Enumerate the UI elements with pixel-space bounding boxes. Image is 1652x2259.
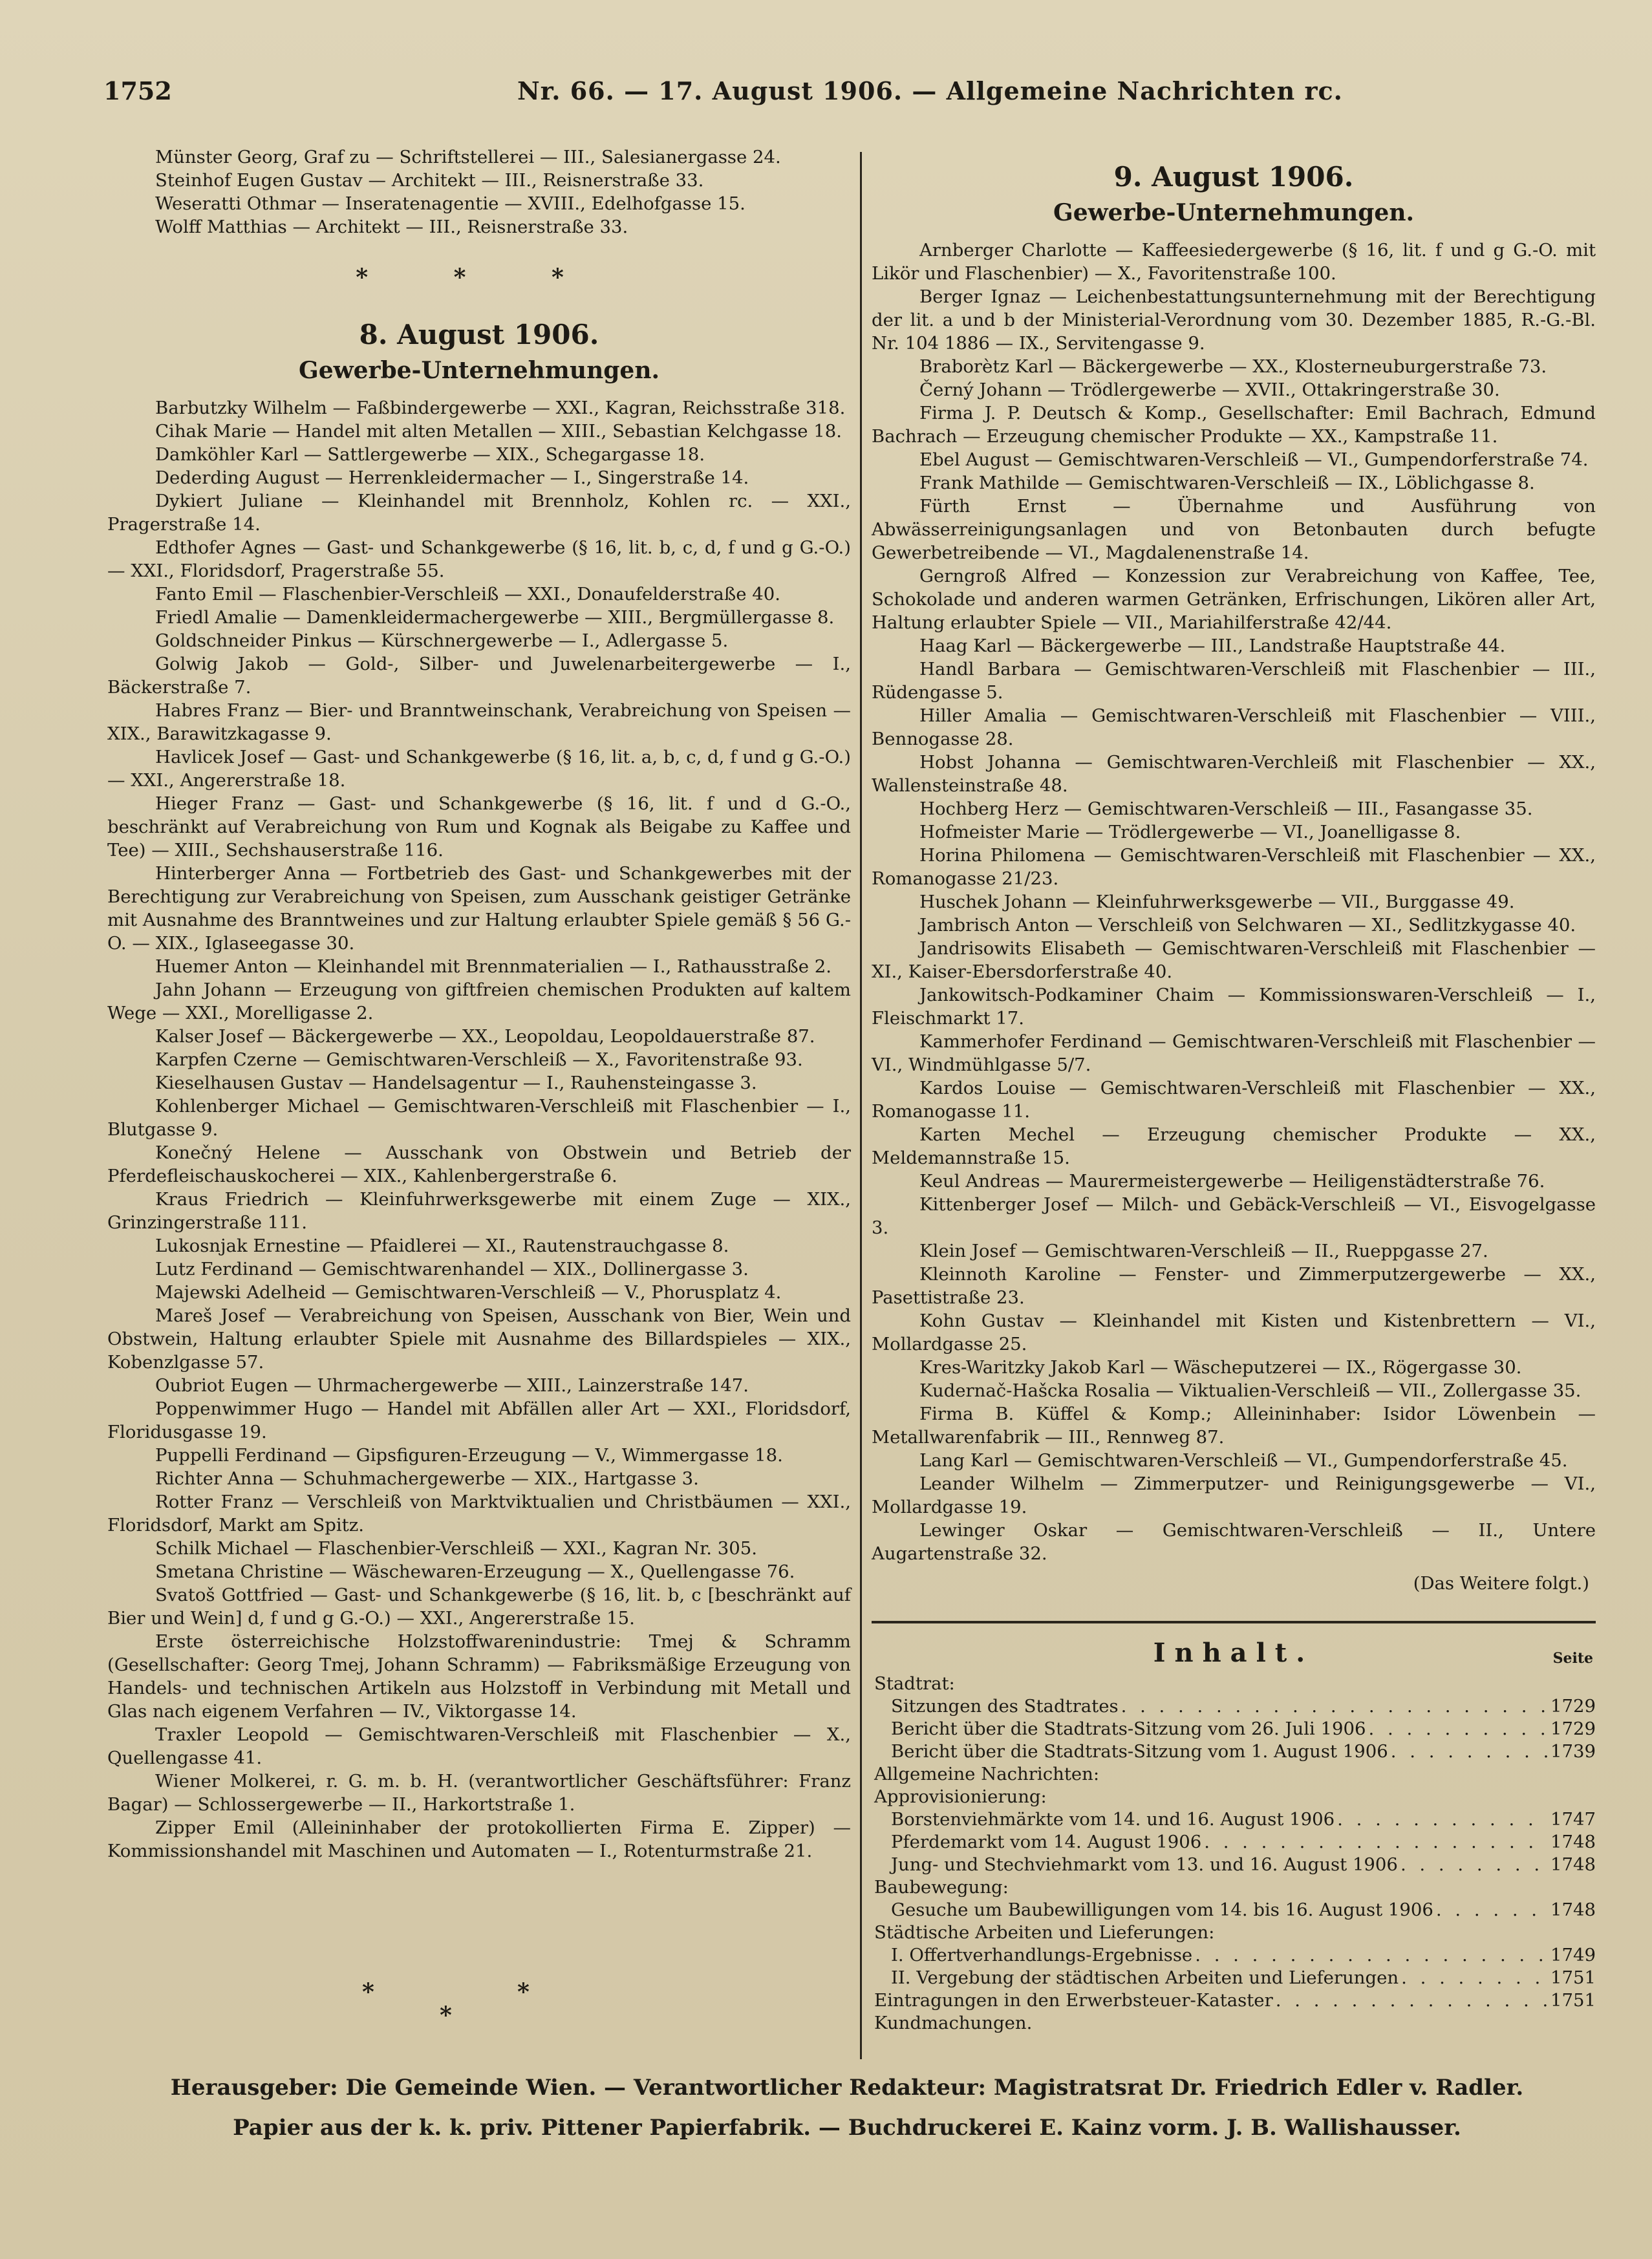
register-entry: Svatoš Gottfried — Gast- und Schankgewerbe (§ 16, lit. b, c [beschränkt auf Bier und Wein] d, f und g G.-O.) — XXI., Angererstraße 15. bbox=[107, 1585, 851, 1629]
toc-entry-label: Jung- und Stechviehmarkt vom 13. und 16. August 1906 bbox=[891, 1854, 1398, 1875]
register-entry: Kohn Gustav — Kleinhandel mit Kisten und Kistenbrettern — VI., Mollardgasse 25. bbox=[872, 1311, 1596, 1354]
toc-entry-label: Bericht über die Stadtrats-Sitzung vom 26. Juli 1906 bbox=[891, 1718, 1366, 1739]
register-entry: Gerngroß Alfred — Konzession zur Verabreichung von Kaffee, Tee, Schokolade und anderen warmen Getränken, Erfrischungen, Likören aller Art, Haltung erlaubter Spiele — VII., Mariahilferstraße 42/44. bbox=[872, 566, 1596, 633]
register-entry: Smetana Christine — Wäschewaren-Erzeugung — X., Quellengasse 76. bbox=[155, 1561, 795, 1582]
section-subtitle: Gewerbe-Unternehmungen. bbox=[298, 357, 660, 384]
register-entry: Dykiert Juliane — Kleinhandel mit Brennholz, Kohlen rc. — XXI., Pragerstraße 14. bbox=[107, 491, 851, 535]
register-entry: Kres-Waritzky Jakob Karl — Wäscheputzerei — IX., Rögergasse 30. bbox=[919, 1357, 1522, 1378]
toc-page-column-label: Seite bbox=[1552, 1650, 1593, 1667]
register-entry: Huemer Anton — Kleinhandel mit Brennmaterialien — I., Rathausstraße 2. bbox=[155, 956, 831, 977]
register-entry: Keul Andreas — Maurermeistergewerbe — Heiligenstädterstraße 76. bbox=[919, 1171, 1545, 1192]
toc-page-number: 1739 bbox=[1550, 1741, 1596, 1762]
register-entry: Erste österreichische Holzstoffwarenindustrie: Tmej & Schramm (Gesellschafter: Georg Tmej, Johann Schramm) — Fabriksmäßige Erzeugung von Handels- und technischen Artikeln aus Holzstoff in Verbindung mit Metall und Glas nach eigenem Verfahren — IV., Viktorgasse 14. bbox=[107, 1631, 851, 1722]
page-footer bbox=[103, 2069, 1591, 2147]
toc-page-number: 1748 bbox=[1550, 1900, 1596, 1920]
toc-leader-dots bbox=[1400, 1854, 1548, 1876]
right-column bbox=[872, 158, 1596, 2035]
register-entry: Steinhof Eugen Gustav — Architekt — III., Reisnerstraße 33. bbox=[155, 170, 704, 191]
register-entry: Karten Mechel — Erzeugung chemischer Produkte — XX., Meldemannstraße 15. bbox=[872, 1124, 1596, 1168]
register-entry: Kraus Friedrich — Kleinfuhrwerksgewerbe mit einem Zuge — XIX., Grinzingerstraße 111. bbox=[107, 1189, 851, 1233]
toc-leader-dots bbox=[1401, 1967, 1548, 1989]
closing-stars bbox=[362, 1978, 575, 2037]
register-entry: Münster Georg, Graf zu — Schriftstellerei — III., Salesianergasse 24. bbox=[155, 147, 781, 167]
toc-entry-label: Pferdemarkt vom 14. August 1906 bbox=[891, 1832, 1202, 1852]
entry-list bbox=[107, 396, 851, 1863]
top-entries bbox=[107, 145, 851, 239]
left-column bbox=[107, 145, 851, 1863]
register-entry: Firma B. Küffel & Komp.; Alleininhaber: Isidor Löwenbein — Metallwarenfabrik — III., Rennweg 87. bbox=[872, 1404, 1596, 1448]
register-entry: Cihak Marie — Handel mit alten Metallen — XIII., Sebastian Kelchgasse 18. bbox=[155, 421, 842, 442]
toc-title: Inhalt. bbox=[1153, 1638, 1314, 1668]
register-entry: Friedl Amalie — Damenkleidermachergewerbe — XIII., Bergmüllergasse 8. bbox=[155, 607, 835, 628]
register-entry: Ebel August — Gemischtwaren-Verschleiß — VI., Gumpendorferstraße 74. bbox=[919, 449, 1589, 470]
register-entry: Jahn Johann — Erzeugung von giftfreien chemischen Produkten auf kaltem Wege — XXI., Morelligasse 2. bbox=[107, 980, 851, 1023]
register-entry: Golwig Jakob — Gold-, Silber- und Juwelenarbeitergewerbe — I., Bäckerstraße 7. bbox=[107, 654, 851, 698]
register-entry: Oubriot Eugen — Uhrmachergewerbe — XIII., Lainzerstraße 147. bbox=[155, 1375, 749, 1396]
register-entry: Barbutzky Wilhelm — Faßbindergewerbe — XXI., Kagran, Reichsstraße 318. bbox=[155, 398, 846, 418]
register-entry: Jambrisch Anton — Verschleiß von Selchwaren — XI., Sedlitzkygasse 40. bbox=[919, 915, 1576, 936]
register-entry: Habres Franz — Bier- und Branntweinschank, Verabreichung von Speisen — XIX., Barawitzkagasse 9. bbox=[107, 700, 851, 744]
section-date: 8. August 1906. bbox=[359, 319, 599, 350]
register-entry: Hiller Amalia — Gemischtwaren-Verschleiß mit Flaschenbier — VIII., Bennogasse 28. bbox=[872, 705, 1596, 749]
register-entry: Lewinger Oskar — Gemischtwaren-Verschleiß — II., Untere Augartenstraße 32. bbox=[872, 1520, 1596, 1564]
toc-leader-dots bbox=[1391, 1740, 1548, 1763]
register-entry: Kittenberger Josef — Milch- und Gebäck-Verschleiß — VI., Eisvogelgasse 3. bbox=[872, 1194, 1596, 1238]
register-entry: Hinterberger Anna — Fortbetrieb des Gast- und Schankgewerbes mit der Berechtigung zur Verabreichung von Speisen, zum Ausschank geistiger Getränke mit Ausnahme des Branntweines und zur Haltung erlaubter Spiele gemäß § 56 G.-O. — XIX., Iglaseegasse 30. bbox=[107, 863, 851, 954]
register-entry: Kohlenberger Michael — Gemischtwaren-Verschleiß mit Flaschenbier — I., Blutgasse 9. bbox=[107, 1096, 851, 1140]
register-entry: Lang Karl — Gemischtwaren-Verschleiß — VI., Gumpendorferstraße 45. bbox=[919, 1450, 1568, 1471]
register-entry: Jandrisowits Elisabeth — Gemischtwaren-Verschleiß mit Flaschenbier — XI., Kaiser-Ebersdorferstraße 40. bbox=[872, 938, 1596, 982]
register-entry: Klein Josef — Gemischtwaren-Verschleiß — II., Rueppgasse 27. bbox=[919, 1241, 1488, 1261]
register-entry: Weseratti Othmar — Inseratenagentie — XVIII., Edelhofgasse 15. bbox=[155, 193, 746, 214]
register-entry: Karpfen Czerne — Gemischtwaren-Verschleiß — X., Favoritenstraße 93. bbox=[155, 1049, 803, 1070]
register-entry: Rotter Franz — Verschleiß von Marktviktualien und Christbäumen — XXI., Floridsdorf, Markt am Spitz. bbox=[107, 1492, 851, 1536]
toc-category: Allgemeine Nachrichten: bbox=[874, 1764, 1100, 1784]
toc-heading bbox=[872, 1636, 1596, 1670]
register-entry: Damköhler Karl — Sattlergewerbe — XIX., Schegargasse 18. bbox=[155, 444, 705, 465]
register-entry: Lutz Ferdinand — Gemischtwarenhandel — XIX., Dollinergasse 3. bbox=[155, 1259, 749, 1279]
toc-entry-label: Eintragungen in den Erwerbsteuer-Kataster bbox=[874, 1990, 1273, 2011]
toc-entry-label: Sitzungen des Stadtrates bbox=[891, 1696, 1119, 1717]
toc-entry-label: II. Vergebung der städtischen Arbeiten und Lieferungen bbox=[891, 1967, 1399, 1988]
register-entry: Kalser Josef — Bäckergewerbe — XX., Leopoldau, Leopoldauerstraße 87. bbox=[155, 1026, 815, 1047]
toc-entry-label: I. Offertverhandlungs-Ergebnisse bbox=[891, 1945, 1193, 1965]
register-entry: Kieselhausen Gustav — Handelsagentur — I., Rauhensteingasse 3. bbox=[155, 1073, 757, 1093]
toc-entry bbox=[872, 1740, 1596, 1763]
register-entry: Handl Barbara — Gemischtwaren-Verschleiß mit Flaschenbier — III., Rüdengasse 5. bbox=[872, 659, 1596, 703]
register-entry: Konečný Helene — Ausschank von Obstwein und Betrieb der Pferdefleischauskocherei — XIX., Kahlenbergerstraße 6. bbox=[107, 1142, 851, 1186]
register-entry: Schilk Michael — Flaschenbier-Verschleiß — XXI., Kagran Nr. 305. bbox=[155, 1538, 757, 1559]
toc-category: Baubewegung: bbox=[874, 1877, 1009, 1898]
toc-page-number: 1747 bbox=[1550, 1809, 1596, 1830]
register-entry: Fanto Emil — Flaschenbier-Verschleiß — XXI., Donaufelderstraße 40. bbox=[155, 584, 780, 605]
register-entry: Kudernač-Hašcka Rosalia — Viktualien-Verschleiß — VII., Zollergasse 35. bbox=[919, 1380, 1582, 1401]
register-entry: Wolff Matthias — Architekt — III., Reisnerstraße 33. bbox=[155, 217, 628, 237]
page-header bbox=[103, 76, 1591, 115]
section-date: 9. August 1906. bbox=[1113, 161, 1354, 193]
toc-leader-dots bbox=[1276, 1989, 1548, 2012]
toc-entry bbox=[872, 1718, 1596, 1740]
register-entry: Arnberger Charlotte — Kaffeesiedergewerbe (§ 16, lit. f und g G.-O. mit Likör und Flaschenbier) — X., Favoritenstraße 100. bbox=[872, 240, 1596, 284]
register-entry: Leander Wilhelm — Zimmerputzer- und Reinigungsgewerbe — VI., Mollardgasse 19. bbox=[872, 1473, 1596, 1517]
toc-leader-dots bbox=[1195, 1944, 1548, 1967]
register-entry: Kleinnoth Karoline — Fenster- und Zimmerputzergewerbe — XX., Pasettistraße 23. bbox=[872, 1264, 1596, 1308]
toc-leader-dots bbox=[1204, 1831, 1548, 1854]
register-entry: Zipper Emil (Alleininhaber der protokollierten Firma E. Zipper) — Kommissionshandel mit Maschinen und Automaten — I., Rotenturmstraße 21. bbox=[107, 1817, 851, 1861]
toc-entry bbox=[872, 1695, 1596, 1718]
register-entry: Kardos Louise — Gemischtwaren-Verschleiß mit Flaschenbier — XX., Romanogasse 11. bbox=[872, 1078, 1596, 1122]
continued-note: (Das Weitere folgt.) bbox=[1413, 1573, 1589, 1594]
register-entry: Goldschneider Pinkus — Kürschnergewerbe — I., Adlergasse 5. bbox=[155, 630, 729, 651]
register-entry: Hofmeister Marie — Trödlergewerbe — VI., Joanelligasse 8. bbox=[919, 822, 1461, 842]
section-subtitle: Gewerbe-Unternehmungen. bbox=[1053, 199, 1415, 226]
toc-entry bbox=[872, 1989, 1596, 2012]
toc-entry bbox=[872, 1854, 1596, 1876]
register-entry: Lukosnjak Ernestine — Pfaidlerei — XI., Rautenstrauchgasse 8. bbox=[155, 1236, 729, 1256]
toc-category: Approvisionierung: bbox=[874, 1786, 1047, 1807]
star-mark: * bbox=[440, 2002, 452, 2029]
toc-page-number: 1729 bbox=[1550, 1718, 1596, 1739]
publisher-line: Herausgeber: Die Gemeinde Wien. — Verantwortlicher Redakteur: Magistratsrat Dr. Friedrich Edler v. Radler. bbox=[170, 2075, 1524, 2101]
toc-leader-dots bbox=[1369, 1718, 1548, 1740]
toc-page-number: 1748 bbox=[1550, 1854, 1596, 1875]
toc-page-number: 1749 bbox=[1550, 1945, 1596, 1965]
toc-leader-dots bbox=[1436, 1899, 1548, 1922]
page-number: 1752 bbox=[103, 76, 172, 105]
toc-category: Kundmachungen. bbox=[874, 2013, 1033, 2033]
toc-leader-dots bbox=[1337, 1808, 1548, 1831]
star-mark: * bbox=[362, 1978, 374, 2006]
register-entry: Haag Karl — Bäckergewerbe — III., Landstraße Hauptstraße 44. bbox=[919, 636, 1506, 656]
register-entry: Frank Mathilde — Gemischtwaren-Verschleiß — IX., Löblichgasse 8. bbox=[919, 473, 1535, 493]
toc-entry bbox=[872, 1899, 1596, 1922]
star-mark: * bbox=[517, 1978, 530, 2006]
register-entry: Poppenwimmer Hugo — Handel mit Abfällen aller Art — XXI., Floridsdorf, Floridusgasse 19. bbox=[107, 1398, 851, 1442]
toc-entry-label: Bericht über die Stadtrats-Sitzung vom 1. August 1906 bbox=[891, 1741, 1388, 1762]
register-entry: Braborètz Karl — Bäckergewerbe — XX., Klosterneuburgerstraße 73. bbox=[919, 356, 1547, 377]
register-entry: Traxler Leopold — Gemischtwaren-Verschleiß mit Flaschenbier — X., Quellengasse 41. bbox=[107, 1724, 851, 1768]
toc-rule bbox=[872, 1621, 1596, 1623]
register-entry: Majewski Adelheid — Gemischtwaren-Verschleiß — V., Phorusplatz 4. bbox=[155, 1282, 782, 1303]
register-entry: Havlicek Josef — Gast- und Schankgewerbe (§ 16, lit. a, b, c, d, f und g G.-O.) — XXI., Angererstraße 18. bbox=[107, 747, 851, 791]
register-entry: Fürth Ernst — Übernahme und Ausführung von Abwässerreinigungsanlagen und von Betonbauten durch befugte Gewerbetreibende — VI., Magdalenenstraße 14. bbox=[872, 496, 1596, 563]
entry-list bbox=[872, 239, 1596, 1565]
register-entry: Hochberg Herz — Gemischtwaren-Verschleiß — III., Fasangasse 35. bbox=[919, 798, 1533, 819]
header-title: Nr. 66. — 17. August 1906. — Allgemeine Nachrichten rc. bbox=[517, 76, 1343, 105]
register-entry: Huschek Johann — Kleinfuhrwerksgewerbe — VII., Burggasse 49. bbox=[919, 892, 1515, 912]
toc-page-number: 1748 bbox=[1550, 1832, 1596, 1852]
register-entry: Wiener Molkerei, r. G. m. b. H. (verantwortlicher Geschäftsführer: Franz Bagar) — Schlossergewerbe — II., Harkortstraße 1. bbox=[107, 1771, 851, 1815]
toc-entry-label: Borstenviehmärkte vom 14. und 16. August 1906 bbox=[891, 1809, 1335, 1830]
toc-entry-label: Gesuche um Baubewilligungen vom 14. bis 16. August 1906 bbox=[891, 1900, 1433, 1920]
register-entry: Dederding August — Herrenkleidermacher — I., Singerstraße 14. bbox=[155, 467, 749, 488]
register-entry: Jankowitsch-Podkaminer Chaim — Kommissionswaren-Verschleiß — I., Fleischmarkt 17. bbox=[872, 985, 1596, 1029]
register-entry: Černý Johann — Trödlergewerbe — XVII., Ottakringerstraße 30. bbox=[919, 380, 1500, 400]
toc-page-number: 1751 bbox=[1550, 1967, 1596, 1988]
register-entry: Mareš Josef — Verabreichung von Speisen, Ausschank von Bier, Wein und Obstwein, Haltung erlaubter Spiele mit Ausnahme des Billardspieles — XIX., Kobenzlgasse 57. bbox=[107, 1305, 851, 1373]
toc-leader-dots bbox=[1121, 1695, 1548, 1718]
toc-entry bbox=[872, 1944, 1596, 1967]
register-entry: Edthofer Agnes — Gast- und Schankgewerbe (§ 16, lit. b, c, d, f und g G.-O.) — XXI., Floridsdorf, Pragerstraße 55. bbox=[107, 537, 851, 581]
toc-category: Städtische Arbeiten und Lieferungen: bbox=[874, 1922, 1215, 1943]
section-separator-stars: * * * bbox=[356, 264, 603, 291]
register-entry: Firma J. P. Deutsch & Komp., Gesellschafter: Emil Bachrach, Edmund Bachrach — Erzeugung chemischer Produkte — XX., Kampstraße 11. bbox=[872, 403, 1596, 447]
register-entry: Richter Anna — Schuhmachergewerbe — XIX., Hartgasse 3. bbox=[155, 1468, 699, 1489]
table-of-contents bbox=[872, 1673, 1596, 2035]
register-entry: Kammerhofer Ferdinand — Gemischtwaren-Verschleiß mit Flaschenbier — VI., Windmühlgasse 5/7. bbox=[872, 1031, 1596, 1075]
toc-entry bbox=[872, 1967, 1596, 1989]
toc-entry bbox=[872, 1808, 1596, 1831]
toc-category: Stadtrat: bbox=[874, 1673, 955, 1694]
register-entry: Puppelli Ferdinand — Gipsfiguren-Erzeugung — V., Wimmergasse 18. bbox=[155, 1445, 783, 1466]
toc-page-number: 1729 bbox=[1550, 1696, 1596, 1717]
register-entry: Berger Ignaz — Leichenbestattungsunternehmung mit der Berechtigung der lit. a und b der Ministerial-Verordnung vom 30. Dezember 1885, R.-G.-Bl. Nr. 104 1886 — IX., Servitengasse 9. bbox=[872, 286, 1596, 354]
register-entry: Hobst Johanna — Gemischtwaren-Verchleiß mit Flaschenbier — XX., Wallensteinstraße 48. bbox=[872, 752, 1596, 796]
register-entry: Horina Philomena — Gemischtwaren-Verschleiß mit Flaschenbier — XX., Romanogasse 21/23. bbox=[872, 845, 1596, 889]
register-entry: Hieger Franz — Gast- und Schankgewerbe (§ 16, lit. f und d G.-O., beschränkt auf Verabreichung von Rum und Kognak als Beigabe zu Kaffee und Tee) — XIII., Sechshauserstraße 116. bbox=[107, 793, 851, 861]
toc-entry bbox=[872, 1831, 1596, 1854]
printer-line: Papier aus der k. k. priv. Pittener Papierfabrik. — Buchdruckerei E. Kainz vorm. J. B. Wallishausser. bbox=[233, 2115, 1461, 2141]
toc-page-number: 1751 bbox=[1550, 1990, 1596, 2011]
column-divider bbox=[860, 152, 862, 2059]
